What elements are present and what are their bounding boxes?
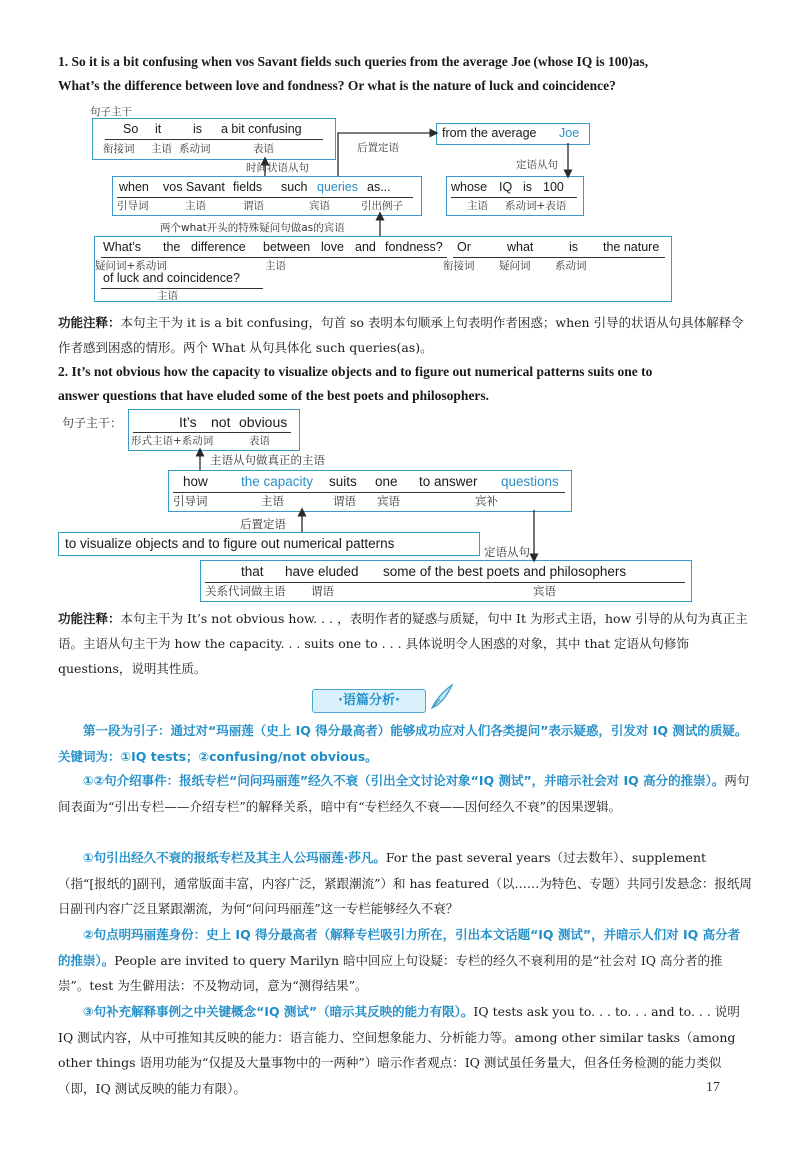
gloss-example: 引出例子	[361, 200, 403, 212]
note-text: 本句主干为 it is a bit confusing，句首 so 表明本句顺承上句表明作者困惑；when 引导的状语从句具体解释令作者感到困惑的情形。两个 What 从句具体化 such queries(as)。	[58, 315, 744, 355]
attributive-clause-label: 定语从句	[516, 159, 558, 171]
word-is: is	[523, 180, 533, 194]
gloss-predicate: 谓语	[243, 200, 264, 212]
paragraph-text: People are invited to query Marilyn 暗中回应上句设疑：专栏的经久不衰利用的是“社会对 IQ 高分者的推崇”。test 为生僻用法：不及物动词，意为“测得结果”。	[58, 952, 723, 993]
sentence-1-line-2: What’s the difference between love and fondness? Or what is the nature of luck and coincidence?	[58, 78, 616, 93]
word-the-capacity: the capacity	[241, 474, 314, 489]
gloss-introducer: 引导词	[173, 494, 208, 508]
paragraph-highlight: ②句点明玛丽莲身份：史上 IQ 得分最高者（解释专栏吸引力所在，引出本文话题“IQ 测试”，并暗示人们对 IQ 高分者的推崇）。	[58, 927, 741, 968]
gloss-object-complement: 宾补	[475, 494, 498, 508]
gloss-object: 宾语	[377, 494, 400, 508]
word-from-average: from the average	[442, 126, 537, 140]
word-is: is	[569, 240, 579, 254]
word-it: it	[155, 122, 162, 136]
analysis-paragraph-2	[58, 768, 752, 819]
word-whats: What’s	[103, 240, 141, 254]
quill-icon	[428, 682, 456, 712]
section-heading-text: ·语篇分析·	[338, 693, 400, 708]
word-how: how	[183, 474, 208, 489]
word-fields: fields	[233, 180, 263, 194]
gloss-connector: 衔接词	[443, 260, 475, 272]
word-queries: queries	[317, 180, 358, 194]
word-iq: IQ	[499, 180, 513, 194]
attributive-clause-label: 定语从句	[484, 545, 530, 559]
word-vos-savant: vos Savant	[163, 180, 225, 194]
word-one: one	[375, 474, 398, 489]
gloss-subject: 主语	[185, 200, 206, 212]
analysis-paragraph-5	[58, 999, 752, 1101]
paragraph-highlight: ①②句介绍事件：报纸专栏“问问玛丽莲”经久不衰（引出全文讨论对象“IQ 测试”，并暗示社会对 IQ 高分的推崇）。	[83, 773, 725, 788]
arrow-post-attributive	[338, 133, 434, 176]
function-note-2	[58, 606, 748, 681]
word-suits: suits	[329, 474, 357, 489]
word-or: Or	[457, 240, 471, 254]
word-100: 100	[543, 180, 564, 194]
word-is: is	[193, 122, 203, 136]
gloss-relative-pronoun: 关系代词做主语	[205, 584, 286, 598]
gloss-predicate: 谓语	[333, 494, 356, 508]
sentence-2-line-2: answer questions that have eluded some of the best poets and philosophers.	[58, 388, 490, 403]
word-such: such	[281, 180, 308, 194]
paragraph-highlight: ③句补充解释事例之中关键概念“IQ 测试”（暗示其反映的能力有限）。	[83, 1004, 474, 1019]
word-between: between	[263, 240, 311, 254]
word-whose: whose	[451, 180, 488, 194]
what-clauses-label: 两个what开头的特殊疑问句做as的宾语	[160, 222, 345, 234]
gloss-subject: 主语	[265, 260, 286, 272]
gloss-formal-subject: 形式主语+系动词	[131, 435, 214, 447]
paragraph-text: For the past several years（过去数年）、supplement（指“[报纸的]副刊，通常版面丰富，内容广泛，紧跟潮流”）和 has featured（以……为特色、专题）共同引发悬念：报纸周日副刊内容广泛且紧跟潮流，为何“问问玛丽莲”这一专栏能够经久不衰？	[58, 850, 752, 916]
paragraph-highlight: 第一段为引子：通过对“玛丽莲（史上 IQ 得分最高者）能够成功应对人们各类提问”表示疑惑，引发对 IQ 测试的质疑。关键词为：①IQ tests；②confusing/not obvious。	[58, 723, 748, 764]
word-obvious: obvious	[239, 414, 288, 430]
word-confusing: a bit confusing	[221, 122, 302, 136]
post-attributive-label: 后置定语	[240, 517, 286, 531]
word-what: what	[507, 240, 534, 254]
post-attributive-label: 后置定语	[357, 142, 399, 154]
gloss-linking-predicative: 系动词+表语	[505, 200, 567, 212]
word-difference: difference	[191, 240, 246, 254]
analysis-paragraph-1	[58, 718, 752, 769]
word-as: as...	[367, 180, 391, 194]
main-clause-label: 句子主干：	[62, 416, 123, 430]
gloss-introducer: 引导词	[117, 200, 149, 212]
word-fondness: fondness?	[385, 240, 443, 254]
word-questions: questions	[501, 474, 559, 489]
gloss-interrogative-linking: 疑问词+系动词	[95, 260, 167, 272]
word-have-eluded: have eluded	[285, 564, 359, 579]
gloss-subject: 主语	[467, 200, 488, 212]
word-its: It’s	[179, 414, 197, 430]
word-when: when	[119, 180, 149, 194]
gloss-linking-verb: 系动词	[555, 260, 587, 272]
gloss-predicative: 表语	[253, 143, 274, 155]
subject-clause-label: 主语从句做真正的主语	[210, 453, 325, 467]
word-and: and	[355, 240, 376, 254]
word-luck-coincidence: of luck and coincidence?	[103, 271, 240, 285]
paragraph-text: 两句间表面为“引出专栏——介绍专栏”的解释关系，暗中有“专栏经久不衰——因何经久不衰”的因果逻辑。	[58, 773, 750, 814]
note-text: 本句主干为 It’s not obvious how. . . ，表明作者的疑惑与质疑，句中 It 为形式主语，how 引导的从句为真正主语。主语从句主干为 how the capacity. . . suits one to . . . 具体说明令人困惑的对象，其中 that 定语从句修饰 questions，说明其性质。	[58, 611, 748, 676]
sentence-1-line-1: 1. So it is a bit confusing when vos Savant fields such queries from the average Joe (whose IQ is 100)as,	[58, 54, 649, 69]
note-label: 功能注释：	[58, 315, 121, 330]
paragraph-text: IQ tests ask you to. . . to. . . and to. . . 说明 IQ 测试内容，从中可推知其反映的能力：语言能力、空间想象能力、分析能力等。among other similar tasks（among other things 语用功能为“仅提及大量事物中的一两种”）暗示作者观点：IQ 测试虽任务量大，但各任务检测的能力类似（即，IQ 测试反映的能力有限）。	[58, 1004, 740, 1096]
section-heading	[312, 689, 426, 713]
gloss-predicative: 表语	[249, 435, 270, 447]
gloss-object: 宾语	[533, 584, 556, 598]
note-label: 功能注释：	[58, 611, 121, 626]
gloss-predicate: 谓语	[311, 584, 334, 598]
word-best-poets: some of the best poets and philosophers	[383, 564, 627, 579]
main-clause-label: 句子主干	[90, 106, 132, 118]
paragraph-highlight: ①句引出经久不衰的报纸专栏及其主人公玛丽莲·莎凡。	[83, 850, 386, 865]
word-the: the	[163, 240, 181, 254]
page-number: 17	[706, 1080, 720, 1095]
word-so: So	[123, 122, 139, 136]
word-that: that	[241, 564, 264, 579]
word-joe: Joe	[559, 126, 580, 140]
word-to-visualize: to visualize objects and to figure out numerical patterns	[65, 536, 395, 551]
gloss-subject: 主语	[261, 494, 284, 508]
gloss-subject: 主语	[151, 143, 172, 155]
sentence-2-line-1: 2. It’s not obvious how the capacity to visualize objects and to figure out numerical patterns suits one to	[58, 364, 653, 379]
analysis-paragraph-3	[58, 845, 752, 922]
gloss-linking-verb: 系动词	[179, 143, 211, 155]
gloss-subject-2: 主语	[157, 290, 178, 302]
gloss-connector: 衔接词	[103, 143, 135, 155]
gloss-interrogative: 疑问词	[499, 260, 531, 272]
word-the-nature: the nature	[603, 240, 660, 254]
gloss-object: 宾语	[309, 200, 330, 212]
word-not: not	[211, 414, 231, 430]
word-to-answer: to answer	[419, 474, 478, 489]
word-love: love	[321, 240, 344, 254]
time-clause-label: 时间状语从句	[246, 162, 309, 174]
analysis-paragraph-4	[58, 922, 752, 999]
